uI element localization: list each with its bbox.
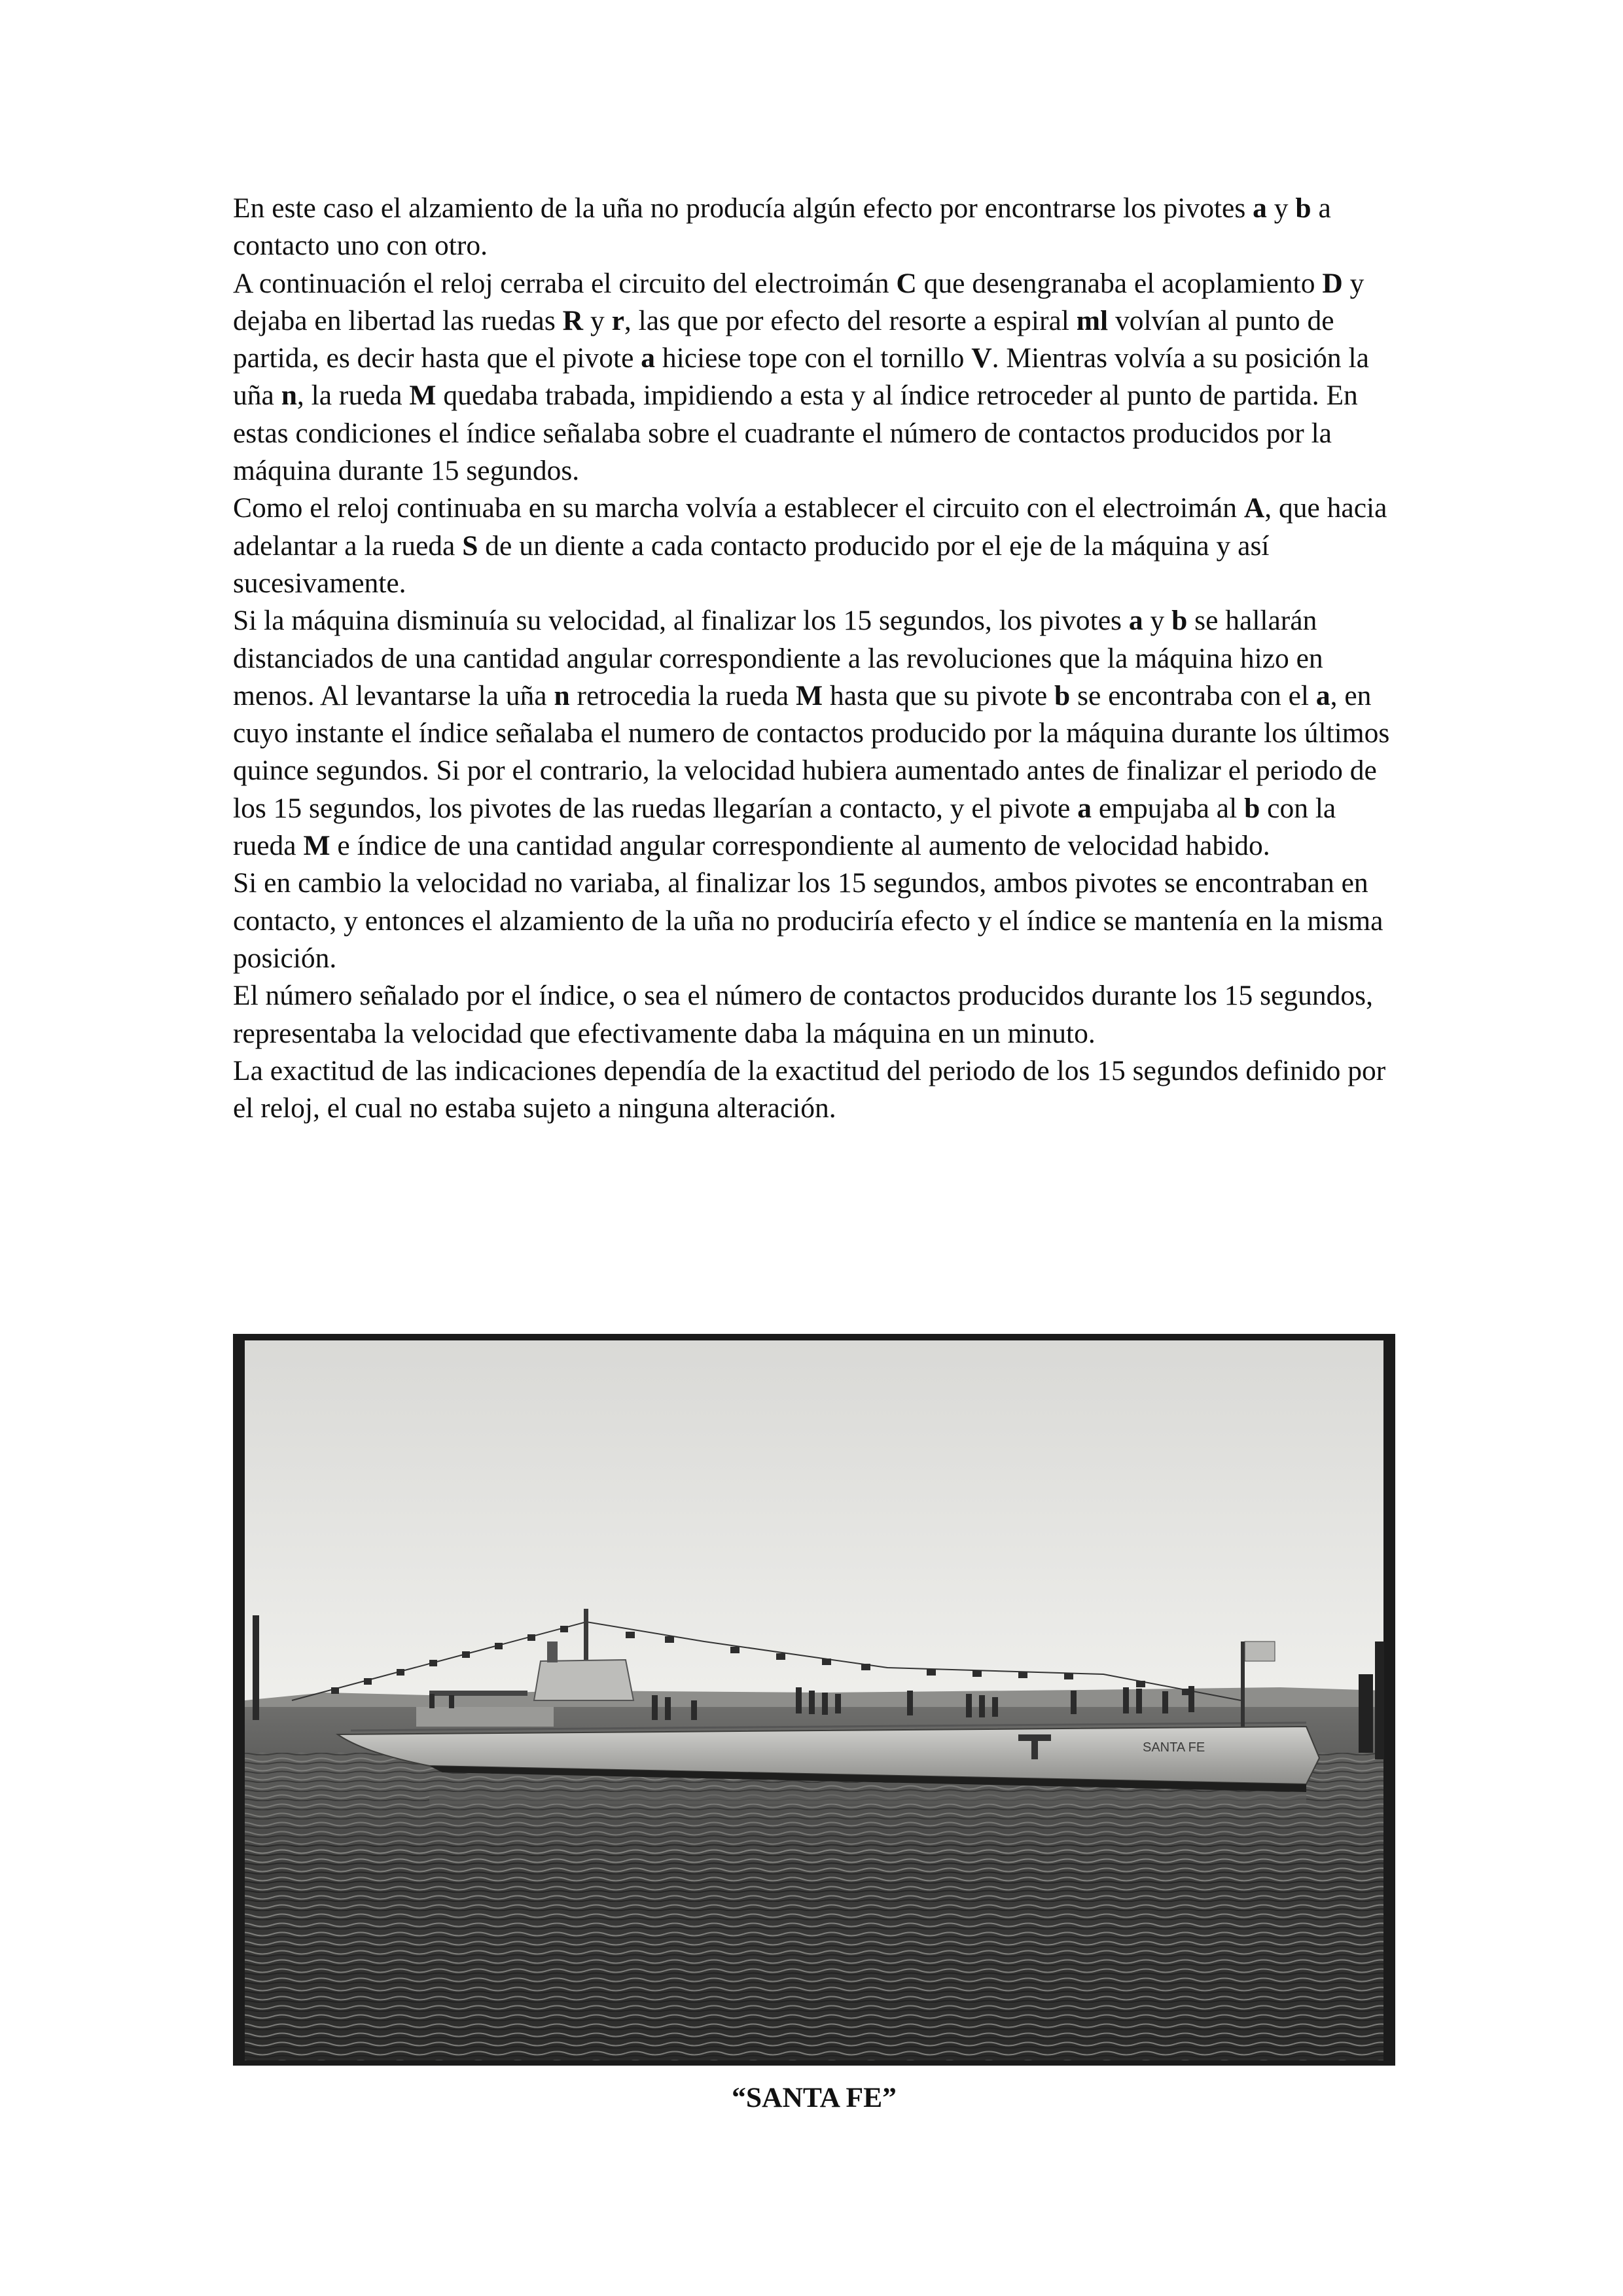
text-run: , la rueda [296, 380, 410, 412]
bold-term: a [1128, 605, 1143, 637]
text-run: volvían al punto de partida, es decir hasta que el pivote [233, 304, 1334, 374]
text-run: La exactitud de las indicaciones dependía de la exactitud del periodo de los 15 segundos definido por el reloj, el cual no estaba sujeto a ninguna alteración. [233, 1054, 1386, 1124]
text-run: y [1266, 192, 1296, 224]
text-run: , en cuyo instante el índice señalaba el numero de contactos producido por la máquina durante los últimos quince segundos. Si por el contrario, la velocidad hubiera aumentado antes de finalizar el periodo de los 15 segundos, los pivotes de las ruedas llegarían a contacto, y el pivote [233, 679, 1390, 824]
text-run: Como el reloj continuaba en su marcha volvía a establecer el circuito con el electroimán [233, 492, 1244, 524]
bold-term: R [562, 304, 584, 336]
text-run: hiciese tope con el tornillo [655, 342, 972, 374]
bold-term: r [611, 304, 624, 336]
bold-term: a [1077, 792, 1092, 824]
paragraph [233, 602, 1398, 865]
text-run: a contacto uno con otro. [233, 192, 1331, 262]
text-run: . Mientras volvía a su posición la uña [233, 342, 1369, 412]
paragraph [233, 977, 1398, 1052]
submarine-photo [233, 1334, 1395, 2066]
bold-term: M [303, 830, 330, 862]
bold-term: C [896, 267, 917, 299]
bold-term: ml [1076, 304, 1109, 336]
bold-term: b [1054, 679, 1071, 711]
text-run: e índice de una cantidad angular correspondiente al aumento de velocidad habido. [330, 830, 1270, 862]
paragraph [233, 490, 1398, 602]
bold-term: b [1244, 792, 1260, 824]
bold-term: A [1243, 492, 1265, 524]
text-run: Si en cambio la velocidad no variaba, al finalizar los 15 segundos, ambos pivotes se encontraban en contacto, y entonces el alzamiento de la uña no produciría efecto y el índice se mantenía en la misma posición. [233, 867, 1383, 974]
text-run: se hallarán distanciados de una cantidad angular correspondiente a las revoluciones que la máquina hizo en menos. Al levantarse la uña [233, 605, 1323, 711]
bold-term: a [1315, 679, 1330, 711]
text-run: A continuación el reloj cerraba el circuito del electroimán [233, 267, 897, 299]
text-run: quedaba trabada, impidiendo a esta y al índice retroceder al punto de partida. En estas condiciones el índice señalaba sobre el cuadrante el número de contactos producidos por la máquina durante 15 segundos. [233, 380, 1358, 487]
text-run: y dejaba en libertad las ruedas [233, 267, 1364, 336]
bold-term: V [971, 342, 992, 374]
text-run: retrocedia la rueda [569, 679, 796, 711]
text-run: hasta que su pivote [823, 679, 1055, 711]
paragraph [233, 265, 1398, 490]
bold-term: b [1171, 605, 1188, 637]
bold-term: M [409, 380, 437, 412]
text-run: En este caso el alzamiento de la uña no producía algún efecto por encontrarse los pivotes [233, 192, 1253, 224]
text-run: de un diente a cada contacto producido por el eje de la máquina y así sucesivamente. [233, 529, 1270, 599]
text-run: El número señalado por el índice, o sea el número de contactos producidos durante los 15 segundos, representaba la velocidad que efectivamente daba la máquina en un minuto. [233, 980, 1373, 1049]
bold-term: a [1253, 192, 1267, 224]
photo-caption: “SANTA FE” [732, 2082, 897, 2113]
paragraph [233, 865, 1398, 977]
paragraph [233, 190, 1398, 265]
bold-term: n [281, 380, 297, 412]
text-run: , que hacia adelantar a la rueda [233, 492, 1387, 562]
text-run: , las que por efecto del resorte a espiral [624, 304, 1077, 336]
body-text [233, 190, 1398, 1127]
bold-term: b [1295, 192, 1311, 224]
text-run: empujaba al [1091, 792, 1245, 824]
text-run: y [1143, 605, 1172, 637]
submarine-photo-image [233, 1334, 1395, 2066]
paragraph [233, 1052, 1398, 1128]
bold-term: M [796, 679, 823, 711]
hull-lettering: SANTA FE [1143, 1740, 1205, 1755]
bold-term: n [554, 679, 570, 711]
text-run: y [583, 304, 612, 336]
bold-term: a [641, 342, 656, 374]
text-run: que desengranaba el acoplamiento [916, 267, 1323, 299]
text-run: se encontraba con el [1070, 679, 1316, 711]
text-run: con la rueda [233, 792, 1336, 862]
bold-term: D [1322, 267, 1343, 299]
bold-term: S [462, 529, 478, 562]
text-run: Si la máquina disminuía su velocidad, al finalizar los 15 segundos, los pivotes [233, 605, 1129, 637]
